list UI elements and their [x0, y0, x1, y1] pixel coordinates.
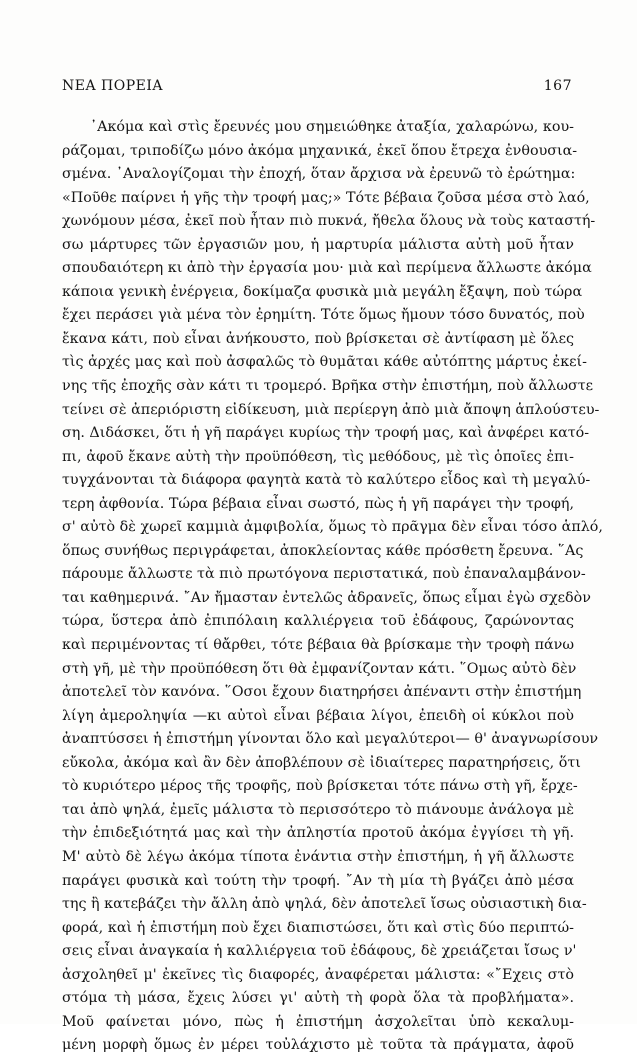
text-line: εὔκολα, ἀκόμα καὶ ἂν δὲν ἀποβλέπουν σὲ ἰδιαίτερες παρατηρήσεις, ὅτι	[62, 754, 581, 771]
text-line: σπουδαιότερη κι ἀπὸ τὴν ἐργασία μου· μιὰ καὶ περίμενα ἄλλωστε ἀκόμα	[62, 260, 592, 277]
body-text	[62, 116, 603, 1054]
text-line: καὶ περιμένοντας τί θἄρθει, τότε βέβαια θὰ βρίσκαμε τὴν τροφὴ πάνω	[62, 637, 574, 654]
text-line: ται καθημερινά. ῎Αν ἤμασταν ἐντελῶς ἀδρανεῖς, ὅπως εἶμαι ἐγὼ σχεδὸν	[62, 589, 591, 606]
running-title: ΝΕΑ ΠΟΡΕΙΑ	[62, 78, 163, 94]
text-line: τείνει σὲ ἀπεριόριστη εἰδίκευση, μιὰ περίεργη ἀπὸ μιὰ ἄποψη ἁπλούστευ-	[62, 401, 600, 418]
text-line: σω μάρτυρες τῶν ἐργασιῶν μου, ἡ μαρτυρία μάλιστα αὐτὴ μοῦ ἦταν	[62, 236, 574, 253]
text-line: ἀσχοληθεῖ μ' ἐκεῖνες τὶς διαφορές, ἀναφέρεται μάλιστα: «῎Εχεις στὸ	[62, 966, 574, 983]
text-line: νης τῆς ἐποχῆς σὰν κάτι τι τρομερό. Βρῆκα στὴν ἐπιστήμη, ποὺ ἄλλωστε	[62, 378, 594, 395]
text-line: ὅπως συνήθως περιγράφεται, ἀποκλείοντας κάθε πρόσθετη ἔρευνα. ῞Ας	[62, 542, 584, 559]
text-line: Μ' αὐτὸ δὲ λέγω ἀκόμα τίποτα ἐνάντια στὴν ἐπιστήμη, ἡ γῆ ἄλλωστε	[62, 848, 574, 865]
text-line: Μοῦ φαίνεται μόνο, πὼς ἡ ἐπιστήμη ἀσχολεῖται ὑπὸ κεκαλυμ-	[62, 1013, 574, 1030]
running-head	[62, 78, 572, 98]
text-line: της ἢ κατεβάζει τὴν ἄλλη ἀπὸ ψηλά, δὲν ἀποτελεῖ ἴσως οὐσιαστικὴ δια-	[62, 896, 587, 913]
text-line: ἔχει περάσει γιὰ μένα τὸν ἐρημίτη. Τότε ὅμως ἤμουν τόσο δυνατός, ποὺ	[62, 307, 585, 324]
text-line: πάρουμε ἄλλωστε τὰ πιὸ πρωτόγονα περιστατικά, ποὺ ἐπαναλαμβάνον-	[62, 566, 586, 583]
text-line: ἀναπτύσσει ἡ ἐπιστήμη γίνονται ὅλο καὶ μεγαλύτεροι— θ' ἀναγνωρίσουν	[62, 731, 599, 748]
text-line: λίγη ἀμεροληψία —κι αὐτοὶ εἶναι βέβαια λίγοι, ἐπειδὴ οἱ κύκλοι ποὺ	[62, 707, 574, 724]
text-line: σεις εἶναι ἀναγκαία ἡ καλλιέργεια τοῦ ἐδάφους, δὲ χρειάζεται ἴσως ν'	[62, 943, 577, 960]
text-line: στὴ γῆ, μὲ τὴν προϋπόθεση ὅτι θὰ ἐμφανίζονταν κάτι. ῞Ομως αὐτὸ δὲν	[62, 660, 577, 677]
text-line: ᾿Ακόμα καὶ στὶς ἔρευνές μου σημειώθηκε ἀταξία, χαλαρώνω, κου-	[90, 119, 574, 135]
text-line: πι, ἀφοῦ ἔκανε αὐτὴ τὴν προϋπόθεση, τὶς μεθόδους, μὲ τὶς ὁποῖες ἐπι-	[62, 448, 574, 465]
text-line: ἔκανα κάτι, ποὺ εἶναι ἀνήκουστο, ποὺ βρίσκεται σὲ ἀντίφαση μὲ ὅλες	[62, 330, 574, 347]
text-line: τερη ἀφθονία. Τώρα βέβαια εἶναι σωστό, πὼς ἡ γῆ παράγει τὴν τροφή,	[62, 495, 574, 512]
text-line: τυγχάνονται τὰ διάφορα φαγητὰ κατὰ τὸ καλύτερο εἶδος καὶ τὴ μεγαλύ-	[62, 472, 591, 489]
text-line: τὸ κυριότερο μέρος τῆς τροφῆς, ποὺ βρίσκεται τότε πάνω στὴ γῆ, ἔρχε-	[62, 778, 578, 795]
text-line: «Ποῦθε παίρνει ἡ γῆς τὴν τροφή μας;» Τότε βέβαια ζοῦσα μέσα στὸ λαό,	[62, 189, 590, 206]
text-line: τώρα, ὕστερα ἀπὸ ἐπιπόλαιη καλλιέργεια τοῦ ἐδάφους, ζαρώνοντας	[62, 613, 574, 630]
text-line: παράγει φυσικὰ καὶ τούτη τὴν τροφή. ῎Αν τὴ μία τὴ βγάζει ἀπὸ μέσα	[62, 872, 574, 889]
text-line: τὶς ἀρχές μας καὶ ποὺ ἀσφαλῶς τὸ θυμᾶται κάθε αὐτόπτης μάρτυς ἐκεί-	[62, 354, 587, 371]
text-line: σ' αὐτὸ δὲ χωρεῖ καμμιὰ ἀμφιβολία, ὅμως τὸ πρᾶγμα δὲν εἶναι τόσο ἁπλό,	[62, 519, 603, 536]
text-line: τὴν ἐπιδεξιότητά μας καὶ τὴν ἀπληστία προτοῦ ἀκόμα ἐγγίσει τὴ γῆ.	[62, 825, 574, 842]
text-line: ται ἀπὸ ψηλά, ἐμεῖς μάλιστα τὸ περισσότερο τὸ πιάνουμε ἀνάλογα μὲ	[62, 801, 574, 818]
text-line: ἀποτελεῖ τὸν κανόνα. ῞Οσοι ἔχουν διατηρήσει ἀπέναντι στὴν ἐπιστήμη	[62, 684, 582, 701]
page-number: 167	[543, 78, 572, 94]
text-line: ση. Διδάσκει, ὅτι ἡ γῆ παράγει κυρίως τὴν τροφή μας, καὶ ἀνφέρει κατό-	[62, 425, 590, 442]
text-line: μένη μορφὴ ὅμως ἐν μέρει τοὐλάχιστο μὲ τοῦτα τὰ πράγματα, ἀφοῦ	[62, 1037, 574, 1054]
text-line: σμένα. ᾿Αναλογίζομαι τὴν ἐποχή, ὅταν ἄρχισα νὰ ἐρευνῶ τὸ ἐρώτημα:	[62, 166, 576, 183]
text-line: χωνόμουν μέσα, ἐκεῖ ποὺ ἦταν πιὸ πυκνά, ἤθελα ὅλους νὰ τοὺς καταστή-	[62, 213, 596, 230]
text-line: ράζομαι, τριποδίζω μόνο ἀκόμα μηχανικά, ἐκεῖ ὅπου ἔτρεχα ἐνθουσια-	[62, 142, 578, 159]
text-line: κάποια γενικὴ ἐνέργεια, δοκίμαζα φυσικὰ μιὰ μεγάλη ἔξαψη, ποὺ τώρα	[62, 283, 583, 300]
text-line: φορά, καὶ ἡ ἐπιστήμη ποὺ ἔχει διαπιστώσει, ὅτι καὶ στὶς δύο περιπτώ-	[62, 919, 574, 936]
text-line: στόμα τὴ μάσα, ἔχεις λύσει γι' αὐτὴ τὴ φορὰ ὅλα τὰ προβλήματα».	[62, 990, 574, 1007]
